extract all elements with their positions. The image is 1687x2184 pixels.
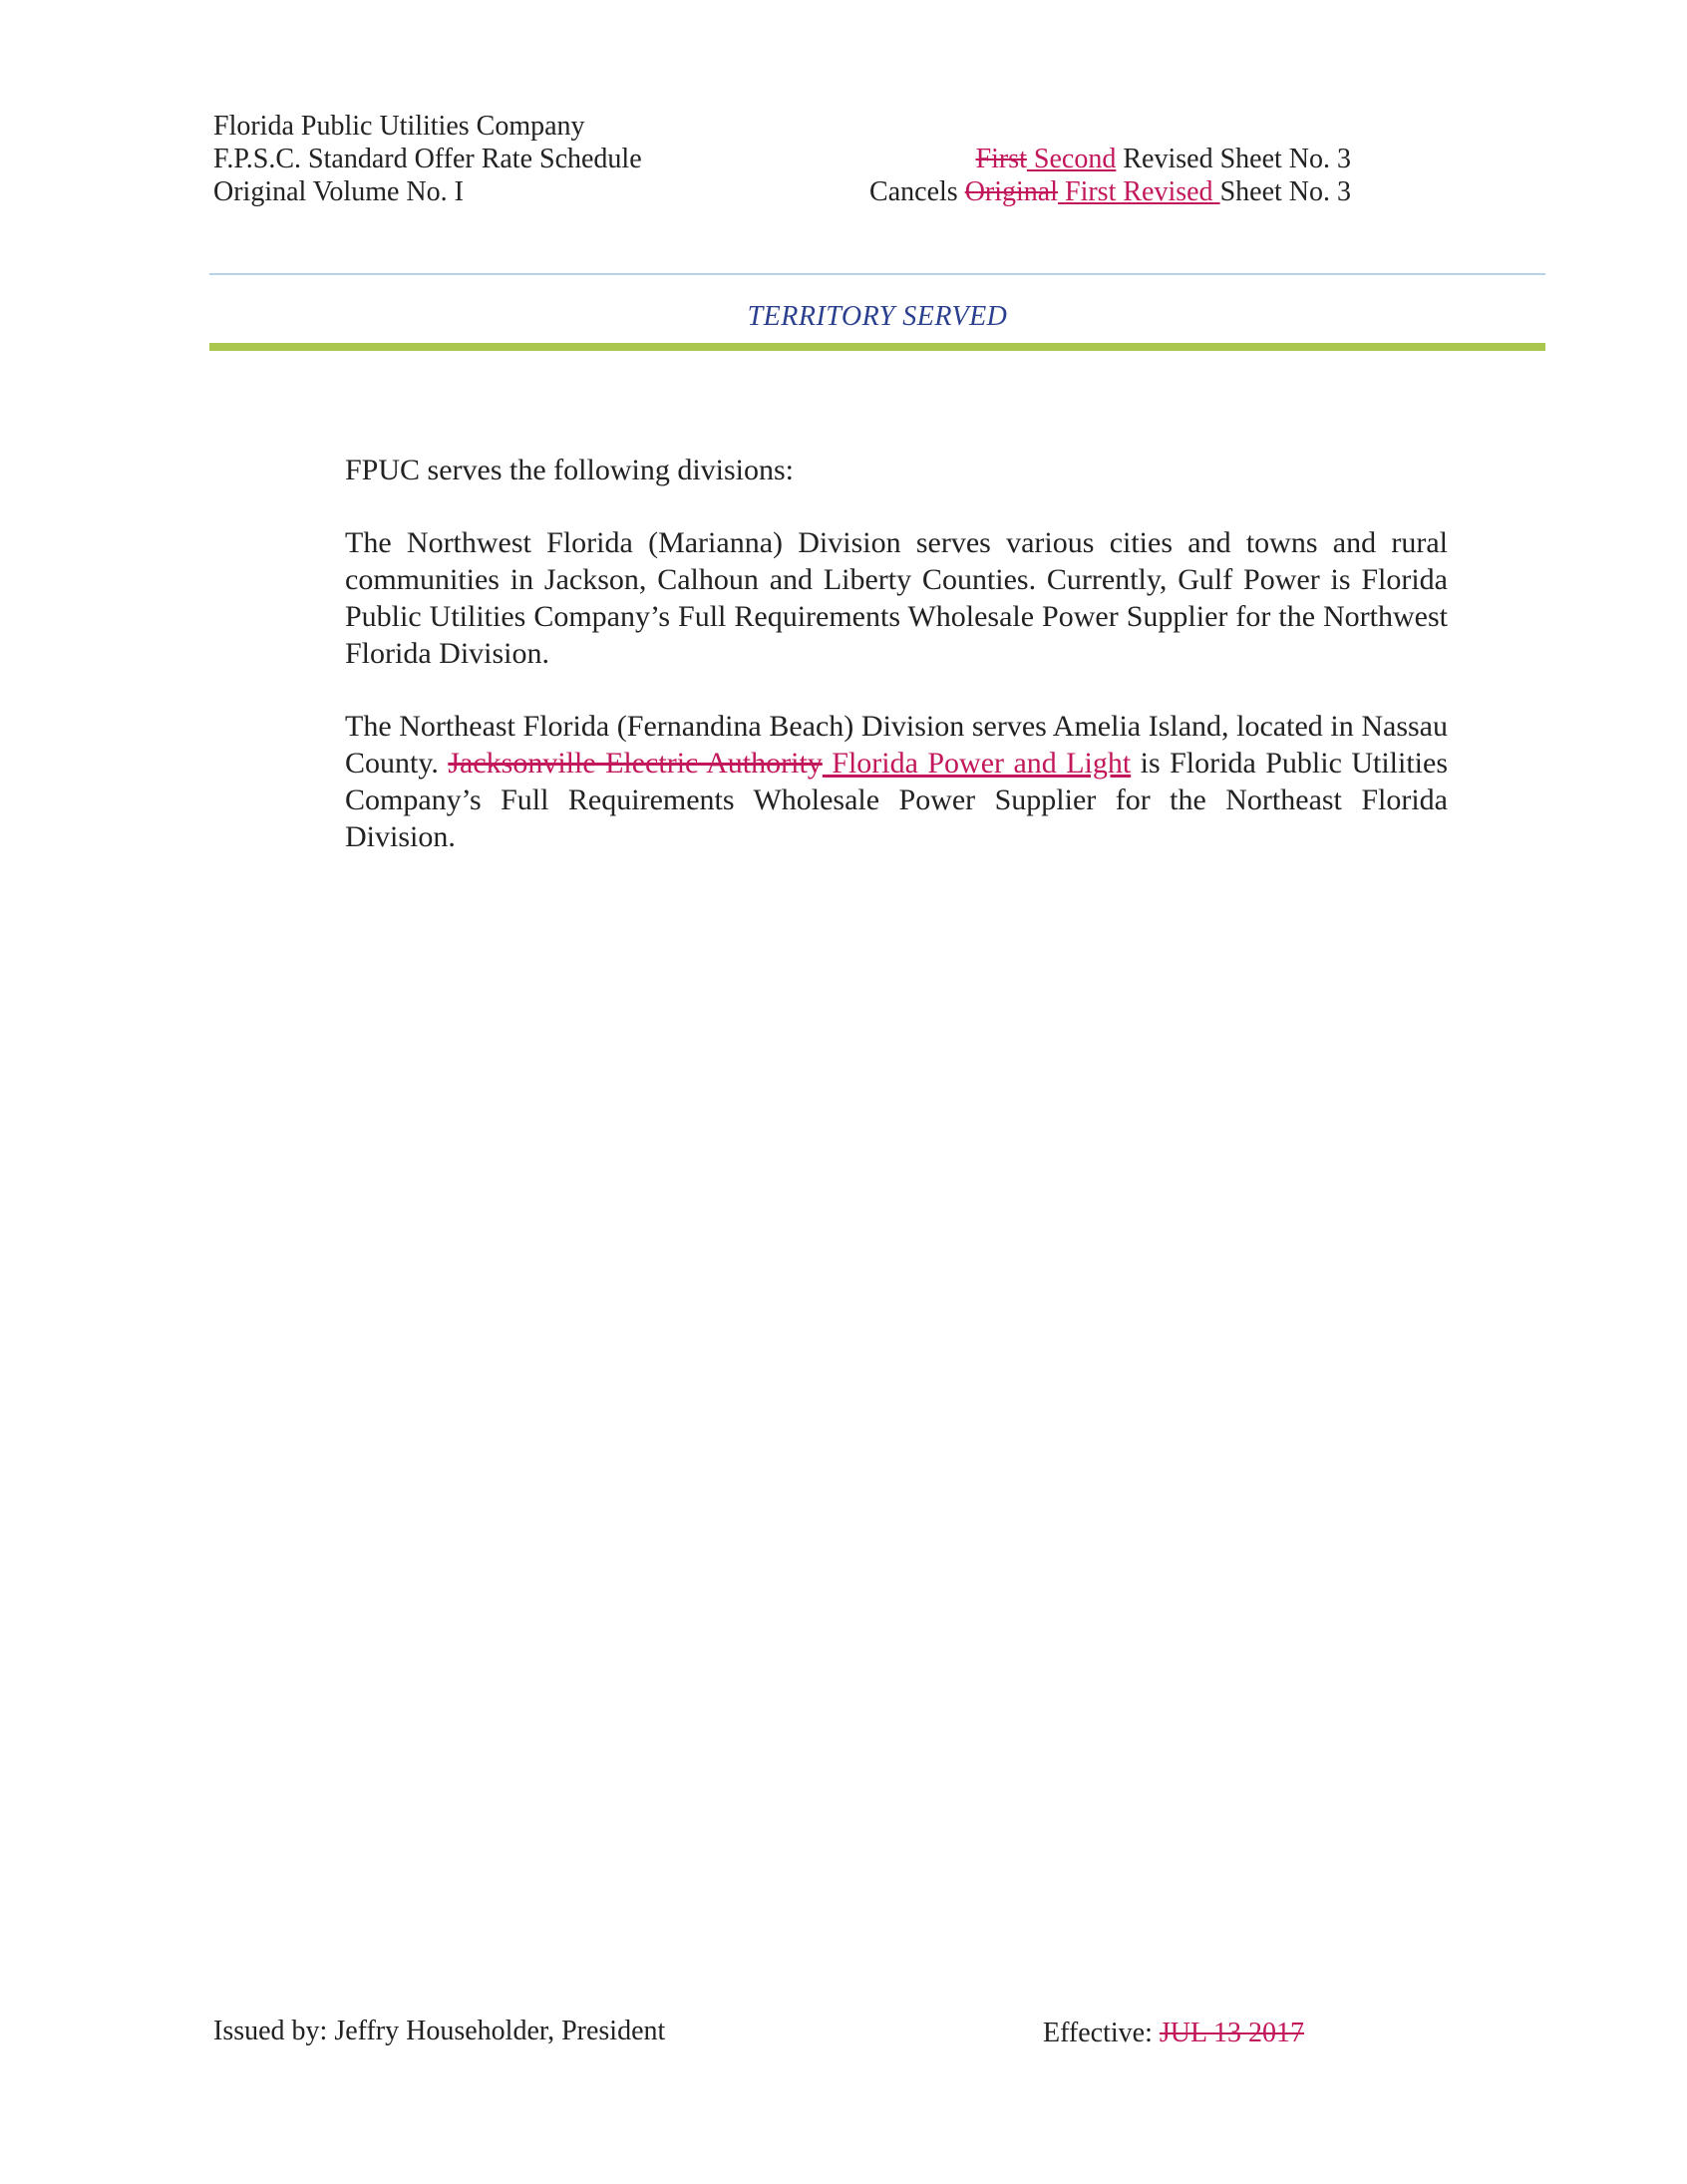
northeast-paragraph bbox=[345, 708, 1448, 855]
header-divider-thin bbox=[209, 273, 1545, 275]
deleted-text: First bbox=[975, 144, 1027, 174]
sheet-revision-line bbox=[869, 143, 1351, 175]
northeast-after: is Florida Public Utilities Company’s Full Requirements Wholesale Power Supplier for the Northeast Florida Division. bbox=[345, 747, 1448, 853]
issued-by: Issued by: Jeffry Householder, President bbox=[213, 2016, 666, 2046]
inserted-text: Second bbox=[1026, 144, 1117, 174]
intro-paragraph: FPUC serves the following divisions: bbox=[345, 454, 795, 486]
sheet-revision-rest: Revised Sheet No. 3 bbox=[1116, 144, 1351, 174]
section-title: TERRITORY SERVED bbox=[747, 301, 1008, 332]
body-text bbox=[345, 452, 1448, 891]
northwest-paragraph: The Northwest Florida (Marianna) Division serves various cities and towns and rural communities in Jackson, Calhoun and Liberty Counties. Currently, Gulf Power is Florida Public Utilities Company’s Full Requirements Wholesale Power Supplier for the Northwest Florida Division. bbox=[345, 526, 1448, 670]
effective-label: Effective: bbox=[1043, 2018, 1160, 2048]
sheet-cancels-line bbox=[869, 175, 1351, 208]
cancels-prefix: Cancels bbox=[869, 176, 965, 207]
deleted-text: Original bbox=[964, 176, 1058, 207]
company-name: Florida Public Utilities Company bbox=[213, 111, 585, 142]
inserted-text: Florida Power and Light bbox=[822, 747, 1132, 780]
effective-date bbox=[1043, 2018, 1304, 2049]
volume-number: Original Volume No. I bbox=[213, 176, 464, 207]
header-right bbox=[869, 143, 1351, 208]
deleted-text: JUL 13 2017 bbox=[1159, 2018, 1305, 2048]
header-divider-thick bbox=[209, 343, 1545, 351]
deleted-text: Jacksonville Electric Authority bbox=[448, 747, 823, 780]
rate-schedule: F.P.S.C. Standard Offer Rate Schedule bbox=[213, 144, 642, 174]
inserted-text: First Revised bbox=[1058, 176, 1220, 207]
cancels-rest: Sheet No. 3 bbox=[1219, 176, 1351, 207]
header-left bbox=[213, 110, 642, 208]
northeast-before: The Northeast Florida (Fernandina Beach) Division serves Amelia Island, located in Nassau County. bbox=[345, 710, 1448, 780]
